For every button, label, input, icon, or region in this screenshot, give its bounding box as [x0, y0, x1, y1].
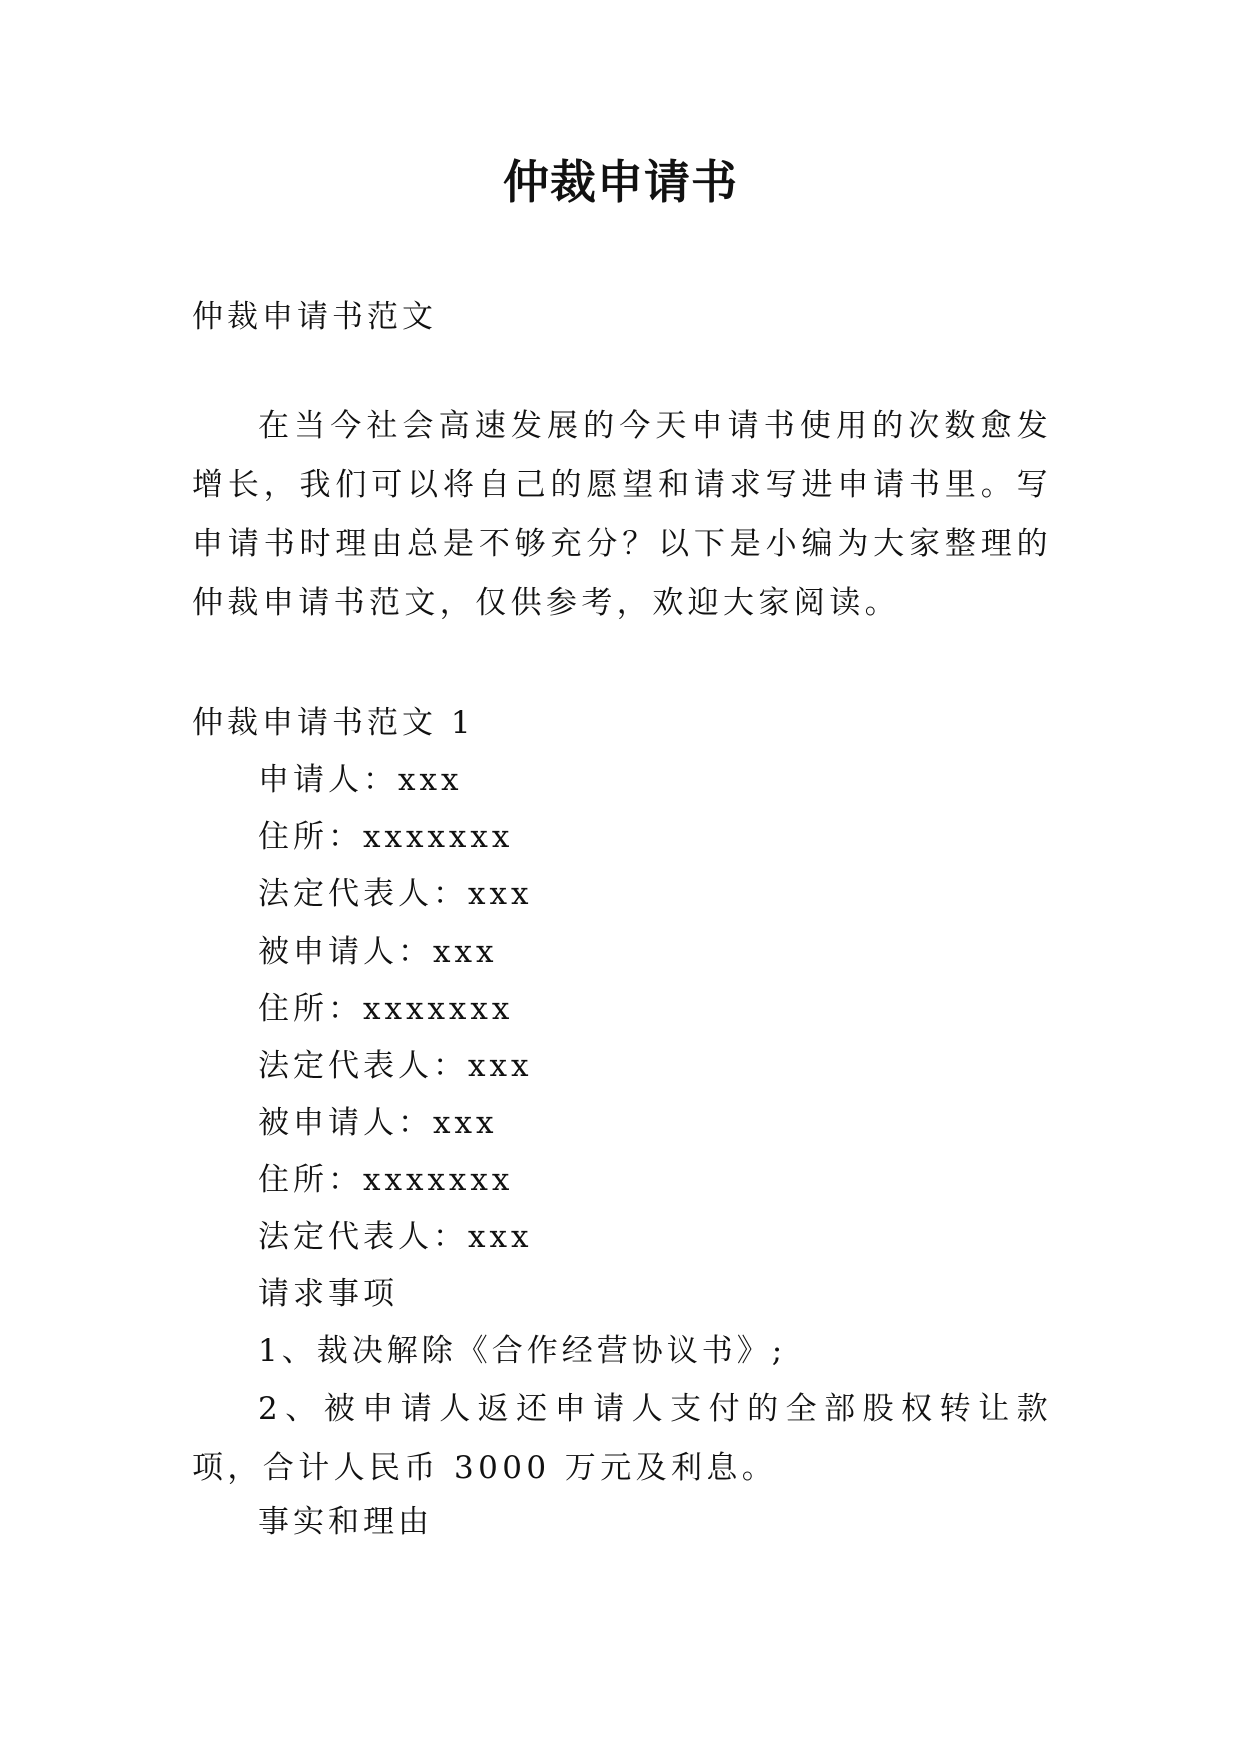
claims-heading: 请求事项 [258, 1276, 398, 1312]
claim-item-1: 1、裁决解除《合作经营协议书》; [258, 1333, 787, 1369]
section-heading: 仲裁申请书范文 1 [192, 705, 475, 741]
party-line: 住所：xxxxxxx [258, 819, 514, 855]
party-line: 法定代表人：xxx [258, 1048, 533, 1084]
intro-paragraph: 在当今社会高速发展的今天申请书使用的次数愈发增长，我们可以将自己的愿望和请求写进申请书里。写申请书时理由总是不够充分？以下是小编为大家整理的仲裁申请书范文，仅供参考，欢迎大家阅读。 [192, 408, 1052, 621]
document-title: 仲裁申请书 [503, 155, 738, 209]
document-subtitle: 仲裁申请书范文 [192, 299, 437, 335]
facts-heading: 事实和理由 [258, 1504, 433, 1540]
party-line: 住所：xxxxxxx [258, 1162, 514, 1198]
party-line: 法定代表人：xxx [258, 876, 533, 912]
party-line: 被申请人：xxx [258, 934, 498, 970]
party-line: 申请人：xxx [258, 762, 463, 798]
party-line: 住所：xxxxxxx [258, 991, 514, 1027]
party-line: 被申请人：xxx [258, 1105, 498, 1141]
claim-item-2: 2、被申请人返还申请人支付的全部股权转让款项，合计人民币 3000 万元及利息。 [192, 1391, 1052, 1486]
party-line: 法定代表人：xxx [258, 1219, 533, 1255]
